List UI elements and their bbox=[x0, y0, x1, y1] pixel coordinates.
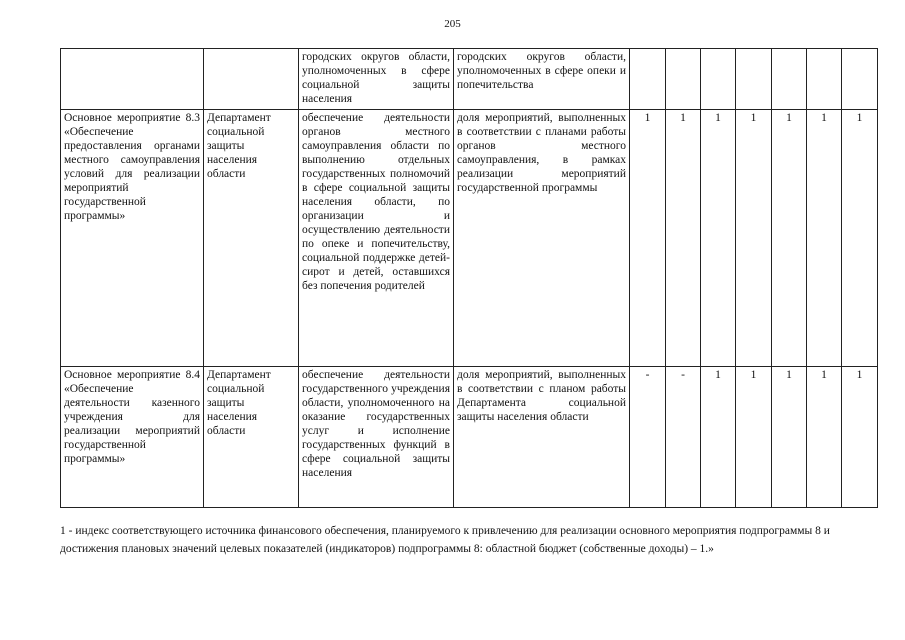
value-cell bbox=[736, 49, 772, 110]
value-cell: 1 bbox=[842, 367, 878, 508]
value-cell: 1 bbox=[701, 110, 736, 367]
value-cell: - bbox=[666, 367, 701, 508]
page-number: 205 bbox=[444, 18, 461, 30]
value-cell bbox=[701, 49, 736, 110]
value-cell: 1 bbox=[772, 367, 807, 508]
executor-cell bbox=[204, 49, 299, 110]
value-cell bbox=[772, 49, 807, 110]
value-cell bbox=[666, 49, 701, 110]
value-cell: 1 bbox=[630, 110, 666, 367]
value-cell: 1 bbox=[807, 367, 842, 508]
footnote: 1 - индекс соответствующего источника финансового обеспечения, планируемого к привлечению для реализации основного мероприятия подпрограммы 8 и достижения плановых значений целевых показателей (индикаторов) подпрограммы 8: областной бюджет (собственные доходы) – 1.» bbox=[60, 525, 830, 555]
value-cell bbox=[630, 49, 666, 110]
purpose-cell: городских округов области, уполномоченных в сфере социальной защиты населения bbox=[299, 49, 454, 110]
value-cell: 1 bbox=[666, 110, 701, 367]
value-cell: 1 bbox=[736, 367, 772, 508]
value-cell: 1 bbox=[701, 367, 736, 508]
value-cell: 1 bbox=[842, 110, 878, 367]
value-cell: 1 bbox=[807, 110, 842, 367]
table-row bbox=[61, 367, 878, 508]
table-body bbox=[61, 49, 878, 508]
executor-cell: Департамент социальной защиты населения области bbox=[204, 110, 299, 367]
measures-table bbox=[60, 48, 878, 508]
value-cell bbox=[807, 49, 842, 110]
value-cell: - bbox=[630, 367, 666, 508]
value-cell: 1 bbox=[736, 110, 772, 367]
table-row bbox=[61, 49, 878, 110]
table-row bbox=[61, 110, 878, 367]
event-cell bbox=[61, 49, 204, 110]
purpose-cell: обеспечение деятельности органов местного самоуправления области по выполнению отдельных государственных полномочий в сфере социальной защиты населения области, по организации и осуществлению деятельности по опеке и попечительству, социальной поддержке детей-сирот и детей, оставшихся без попечения родителей bbox=[299, 110, 454, 367]
indicator-cell: доля мероприятий, выполненных в соответствии с планом работы Департамента социальной защиты населения области bbox=[454, 367, 630, 508]
event-cell: Основное мероприятие 8.4 «Обеспечение деятельности казенного учреждения для реализации мероприятий государственной программы» bbox=[61, 367, 204, 508]
value-cell: 1 bbox=[772, 110, 807, 367]
value-cell bbox=[842, 49, 878, 110]
purpose-cell: обеспечение деятельности государственного учреждения области, уполномоченного на оказание государственных услуг и исполнение государственных функций в сфере социальной защиты населения bbox=[299, 367, 454, 508]
event-cell: Основное мероприятие 8.3 «Обеспечение предоставления органами местного самоуправления условий для реализации мероприятий государственной программы» bbox=[61, 110, 204, 367]
indicator-cell: городских округов области, уполномоченных в сфере опеки и попечительства bbox=[454, 49, 630, 110]
indicator-cell: доля мероприятий, выполненных в соответствии с планами работы органов местного самоуправления, в рамках реализации мероприятий государственной программы bbox=[454, 110, 630, 367]
executor-cell: Департамент социальной защиты населения области bbox=[204, 367, 299, 508]
